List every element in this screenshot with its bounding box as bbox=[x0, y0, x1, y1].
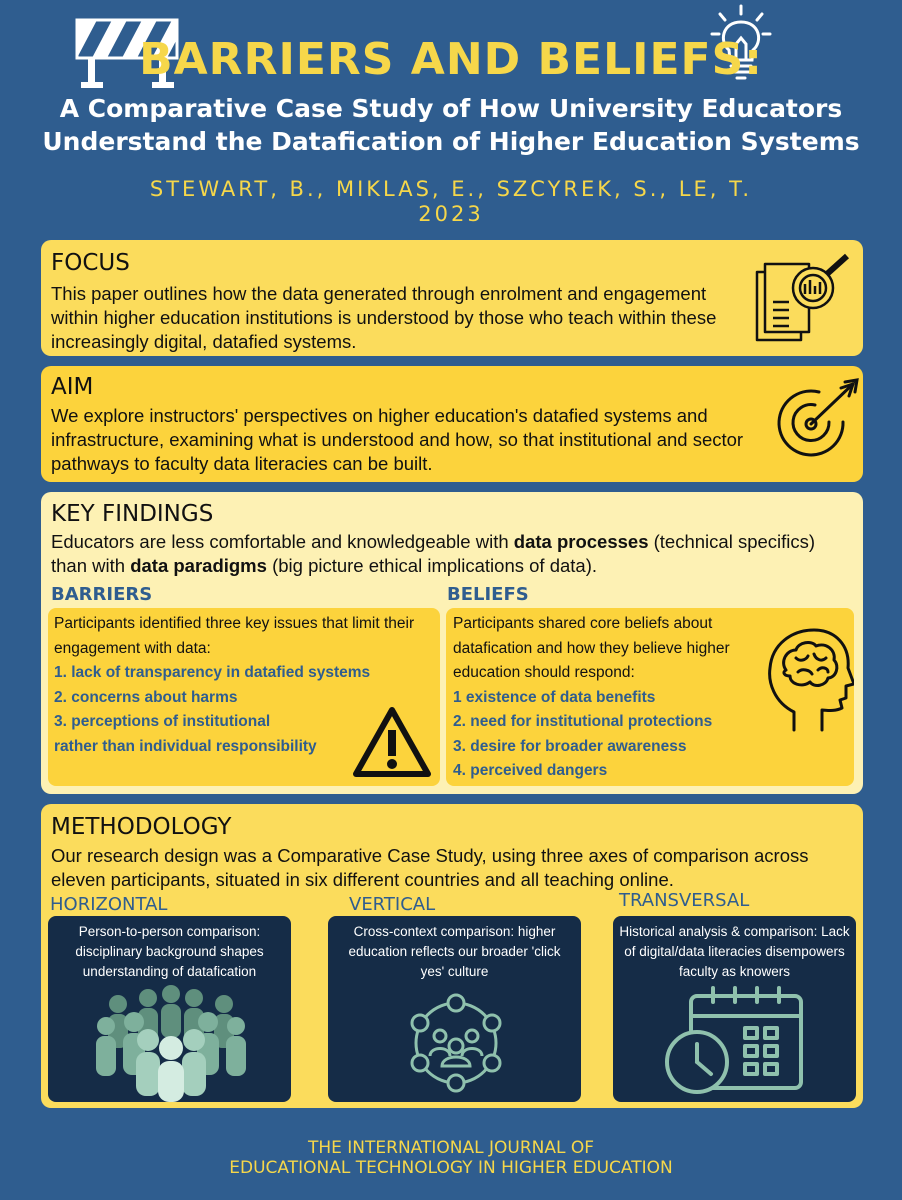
calendar-clock-icon bbox=[661, 982, 811, 1098]
methodology-text: Our research design was a Comparative Case Study, using three axes of comparison across eleven participants, situated in six different countries and all teaching online. bbox=[51, 845, 809, 890]
barrier-item: 2. concerns about harms bbox=[54, 688, 238, 706]
publication-year: 2023 bbox=[418, 202, 484, 226]
methodology-panel bbox=[41, 804, 863, 1108]
horizontal-text: Person-to-person comparison: disciplinary background shapes understanding of datafication bbox=[75, 924, 264, 979]
barrier-item: 3. perceptions of institutional bbox=[54, 713, 271, 730]
belief-item: 2. need for institutional protections bbox=[453, 713, 713, 730]
aim-panel bbox=[41, 366, 863, 482]
belief-item: 4. perceived dangers bbox=[453, 762, 608, 779]
beliefs-intro: Participants shared core beliefs about datafication and how they believe higher education should respond: bbox=[453, 615, 730, 681]
warning-icon bbox=[350, 704, 434, 780]
focus-text: This paper outlines how the data generated through enrolment and engagement within higher education institutions is understood by those who teach within these increasingly digital, datafied systems. bbox=[51, 283, 717, 352]
barriers-card bbox=[48, 608, 440, 786]
axis-label-vertical: VERTICAL bbox=[349, 894, 436, 915]
page-subtitle: A Comparative Case Study of How University Educators Understand the Datafication of Higher Education Systems bbox=[42, 94, 860, 156]
beliefs-heading: BELIEFS bbox=[447, 584, 529, 605]
people-group-icon bbox=[96, 984, 246, 1102]
methodology-heading: METHODOLOGY bbox=[51, 814, 232, 840]
barriers-heading: BARRIERS bbox=[51, 584, 153, 605]
axis-label-horizontal: HORIZONTAL bbox=[50, 894, 168, 915]
vertical-card bbox=[328, 916, 581, 1102]
author-list: STEWART, B., MIKLAS, E., SZCYREK, S., LE, T. bbox=[149, 177, 753, 201]
horizontal-card bbox=[48, 916, 291, 1102]
axis-label-transversal: TRANSVERSAL bbox=[619, 890, 750, 911]
beliefs-card bbox=[446, 608, 854, 786]
network-people-icon bbox=[400, 990, 512, 1096]
transversal-text: Historical analysis & comparison: Lack of digital/data literacies disempowers faculty as knowers bbox=[619, 924, 850, 979]
beliefs-text bbox=[453, 612, 783, 784]
journal-footer: THE INTERNATIONAL JOURNAL OF EDUCATIONAL TECHNOLOGY IN HIGHER EDUCATION bbox=[229, 1138, 673, 1178]
focus-panel bbox=[41, 240, 863, 356]
barriers-intro: Participants identified three key issues that limit their engagement with data: bbox=[54, 615, 415, 657]
aim-heading: AIM bbox=[51, 374, 94, 400]
key-findings-heading: KEY FINDINGS bbox=[51, 501, 214, 527]
transversal-card bbox=[613, 916, 856, 1102]
key-findings-intro: Educators are less comfortable and knowledgeable with data processes (technical specifics) than with data paradigms (big picture ethical implications of data). bbox=[51, 531, 816, 576]
target-arrow-icon bbox=[773, 378, 863, 468]
belief-item: 3. desire for broader awareness bbox=[453, 737, 687, 755]
aim-text: We explore instructors' perspectives on higher education's datafied systems and infrastructure, examining what is understood and how, so that institutional and sector pathways to faculty data literacies can be built. bbox=[51, 405, 744, 474]
barrier-item: rather than individual responsibility bbox=[54, 737, 317, 755]
page-title: BARRIERS AND BELIEFS: bbox=[139, 34, 763, 85]
document-magnifier-icon bbox=[749, 250, 859, 350]
vertical-text: Cross-context comparison: higher education reflects our broader 'click yes' culture bbox=[348, 924, 561, 979]
barrier-item: 1. lack of transparency in datafied systems bbox=[54, 664, 371, 681]
belief-item: 1 existence of data benefits bbox=[453, 688, 656, 706]
authors bbox=[0, 177, 902, 227]
brain-head-icon bbox=[764, 626, 854, 736]
key-findings-panel bbox=[41, 492, 863, 794]
focus-heading: FOCUS bbox=[51, 250, 130, 276]
